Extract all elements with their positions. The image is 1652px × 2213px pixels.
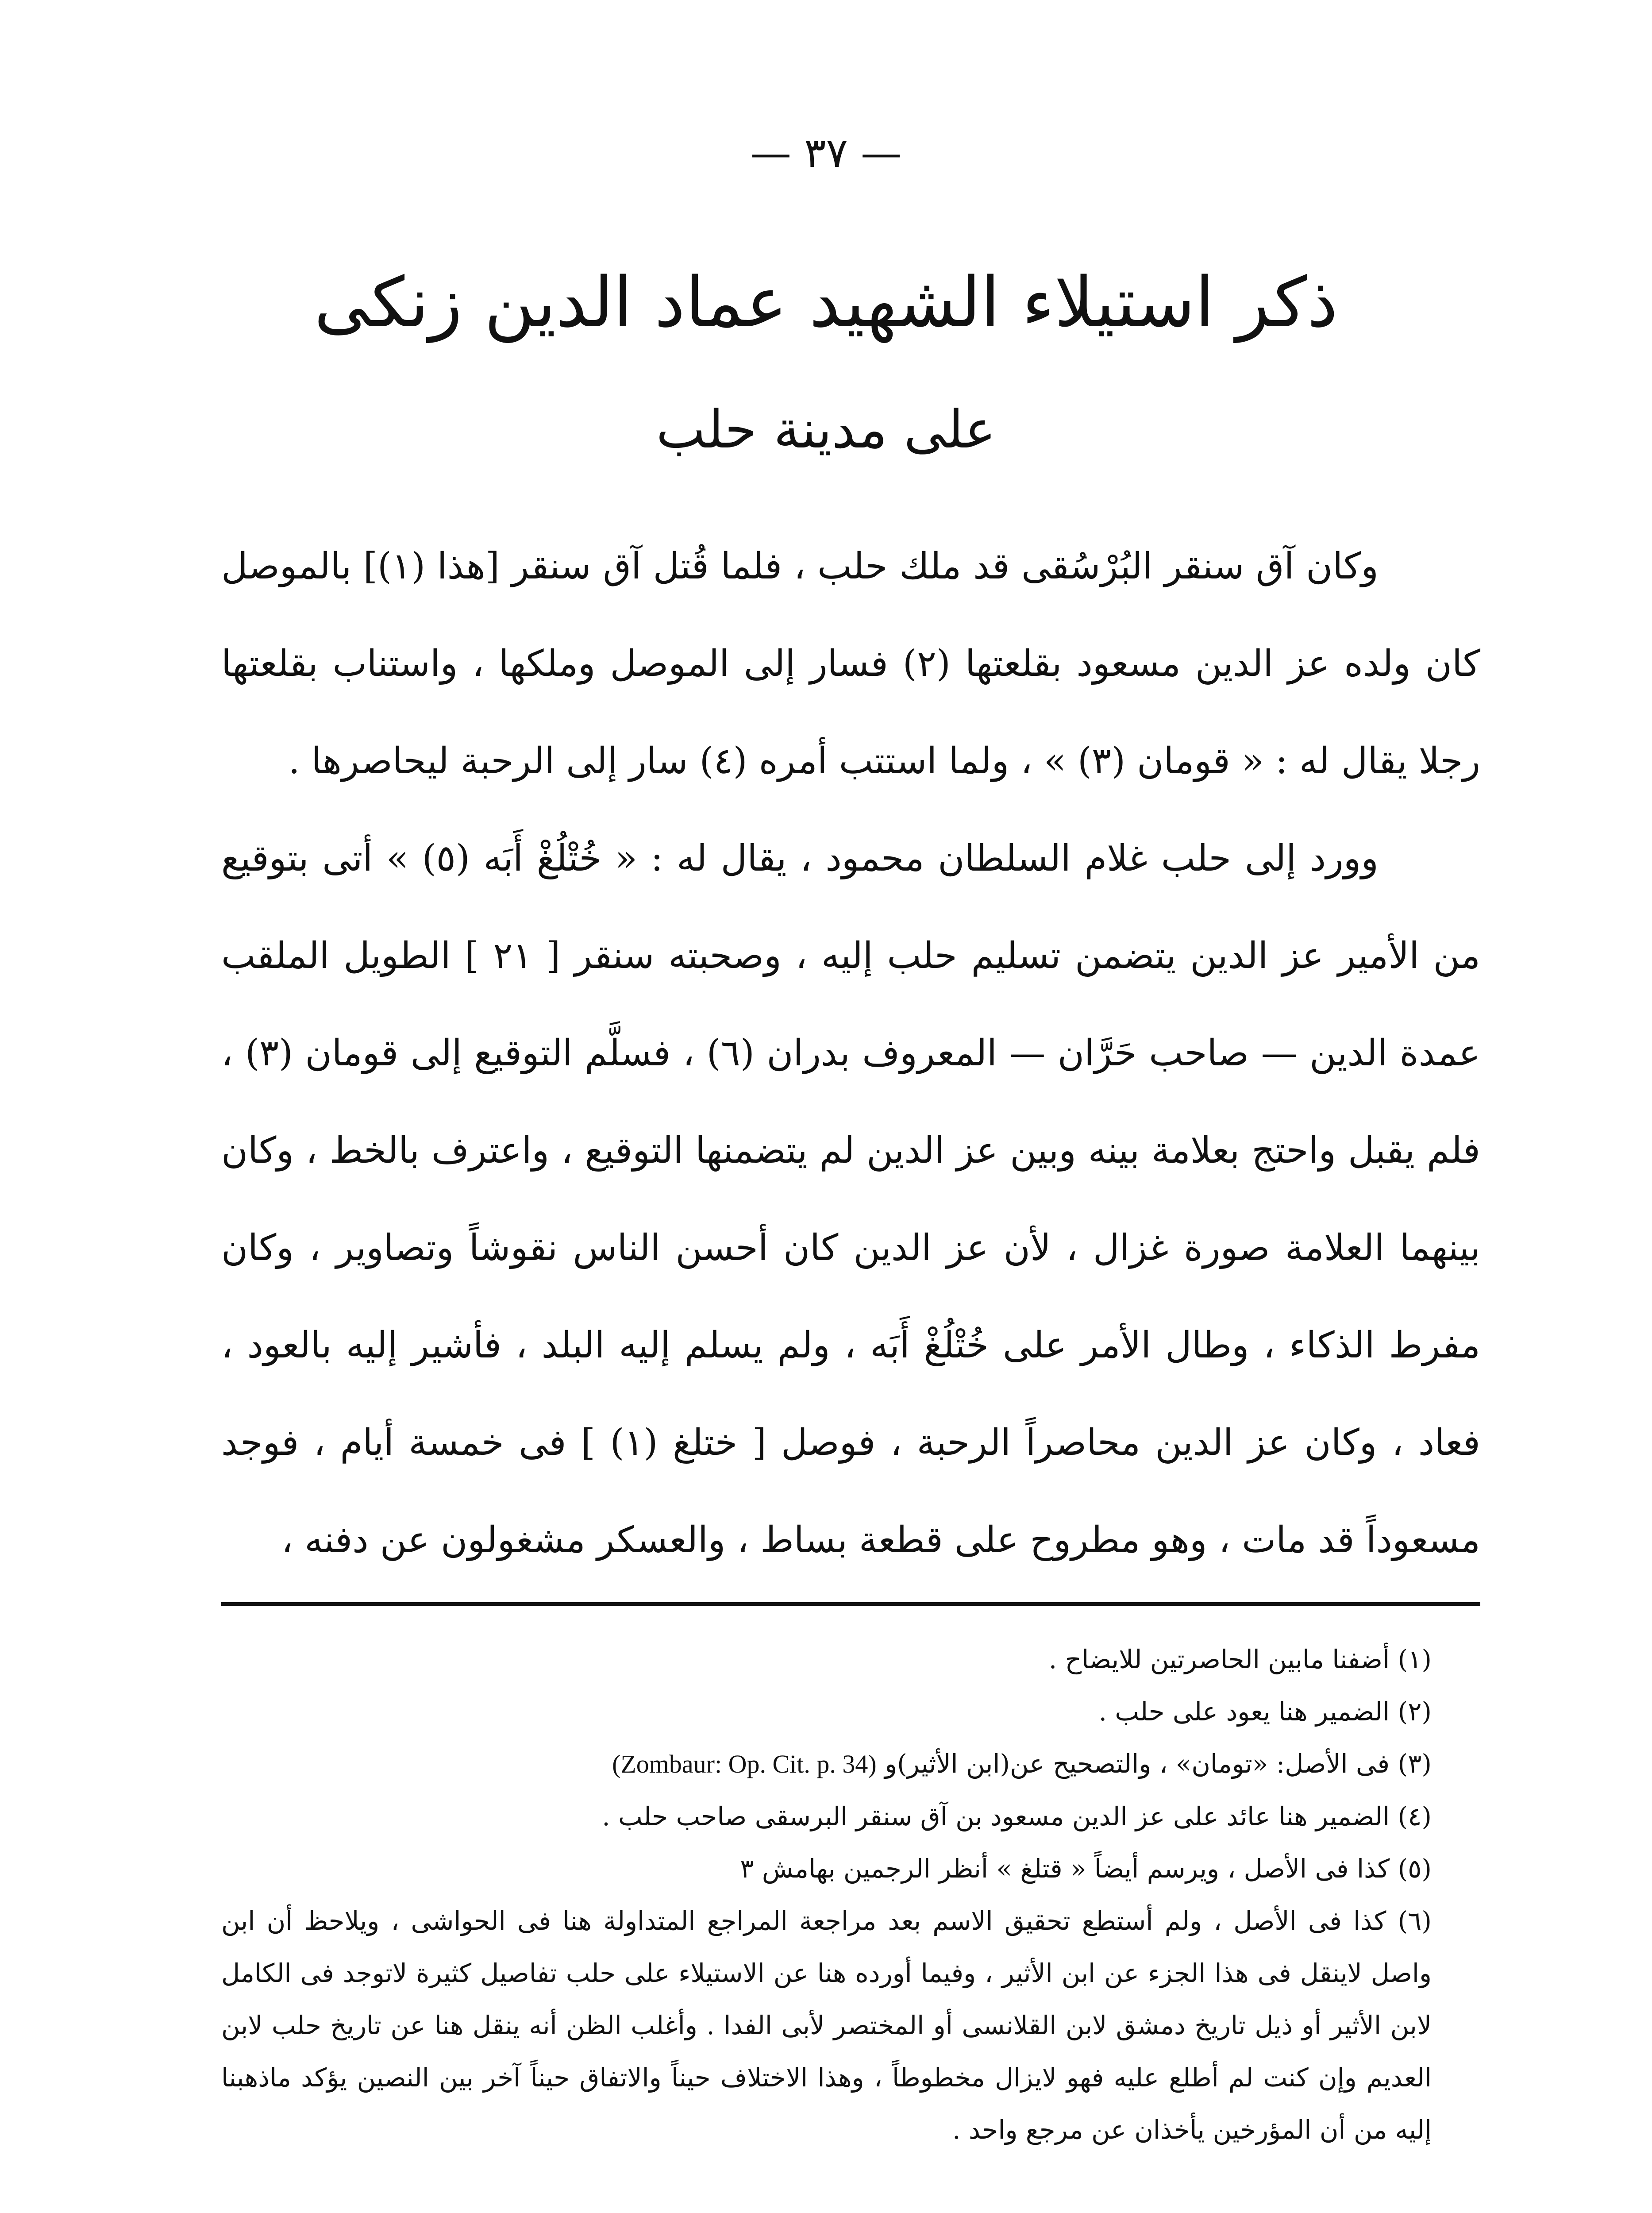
chapter-subtitle: على مدينة حلب — [656, 399, 996, 460]
footnote-2: (٢) الضمير هنا يعود على حلب . — [1098, 1696, 1432, 1727]
main-text — [221, 518, 1480, 1589]
footnote-3-citation: (Zombaur: Op. Cit. p. 34) — [612, 1750, 877, 1778]
footnote-3-text: (٣) فى الأصل: «تومان» ، والتصحيح عن(ابن الأثير)و — [885, 1749, 1432, 1779]
paragraph: وكان آق سنقر البُرْسُقى قد ملك حلب ، فلما قُتل آق سنقر [هذا (١)] بالموصل كان ولده عز الدين مسعود بقلعتها (٢) فسار إلى الموصل وملكها ، واستناب بقلعتها رجلا يقال له : « قومان (٣) » ، ولما استتب أمره (٤) سار إلى الرحبة ليحاصرها . — [221, 545, 1480, 782]
chapter-title: ذكر استيلاء الشهيد عماد الدين زنكى — [314, 262, 1338, 343]
paragraph: وورد إلى حلب غلام السلطان محمود ، يقال له : « خُتْلُغْ أَبَه (٥) » أتى بتوقيع من الأمير عز الدين يتضمن تسليم حلب إليه ، وصحبته سنقر [ ٢١ ] الطويل الملقب عمدة الدين — صاحب حَرَّان — المعروف بدران (٦) ، فسلَّم التوقيع إلى قومان (٣) ، فلم يقبل واحتج بعلامة بينه وبين عز الدين لم يتضمنها التوقيع ، واعترف بالخط ، وكان بينهما العلامة صورة غزال ، لأن عز الدين كان أحسن الناس نقوشاً وتصاوير ، وكان مفرط الذكاء ، وطال الأمر على خُتْلُغْ أَبَه ، ولم يسلم إليه البلد ، فأشير إليه بالعود ، فعاد ، وكان عز الدين محاصراً الرحبة ، فوصل [ ختلغ (١) ] فى خمسة أيام ، فوجد مسعوداً قد مات ، وهو مطروح على قطعة بساط ، والعسكر مشغولون عن دفنه ، — [221, 837, 1481, 1561]
footnote-5: (٥) كذا فى الأصل ، ويرسم أيضاً « قتلغ » أنظر الرجمين بهامش ٣ — [740, 1854, 1432, 1884]
page-number: — ٣٧ — — [750, 129, 902, 177]
footnote-4: (٤) الضمير هنا عائد على عز الدين مسعود بن آق سنقر البرسقى صاحب حلب . — [602, 1801, 1432, 1831]
footnote-6: (٦) كذا فى الأصل ، ولم أستطع تحقيق الاسم بعد مراجعة المراجع المتداولة هنا فى الحواشى ، ويلاحظ أن ابن واصل لاينقل فى هذا الجزء عن ابن الأثير ، وفيما أورده هنا عن الاستيلاء على حلب تفاصيل كثيرة لاتوجد فى الكامل لابن الأثير أو ذيل تاريخ دمشق لابن القلانسى أو المختصر لأبى الفدا . وأغلب الظن أنه ينقل هنا عن تاريخ حلب لابن العديم وإن كنت لم أطلع عليه فهو لايزال مخطوطاً ، وهذا الاختلاف حيناً والاتفاق حيناً آخر بين النصين يؤكد ماذهبنا إليه من أن المؤرخين يأخذان عن مرجع واحد . — [221, 1906, 1432, 2145]
footnote-3 — [221, 1738, 1480, 1790]
footnote-1: (١) أضفنا مابين الحاصرتين للايضاح . — [1048, 1644, 1432, 1674]
footnote-divider — [221, 1602, 1480, 1606]
footnotes — [221, 1633, 1480, 2156]
